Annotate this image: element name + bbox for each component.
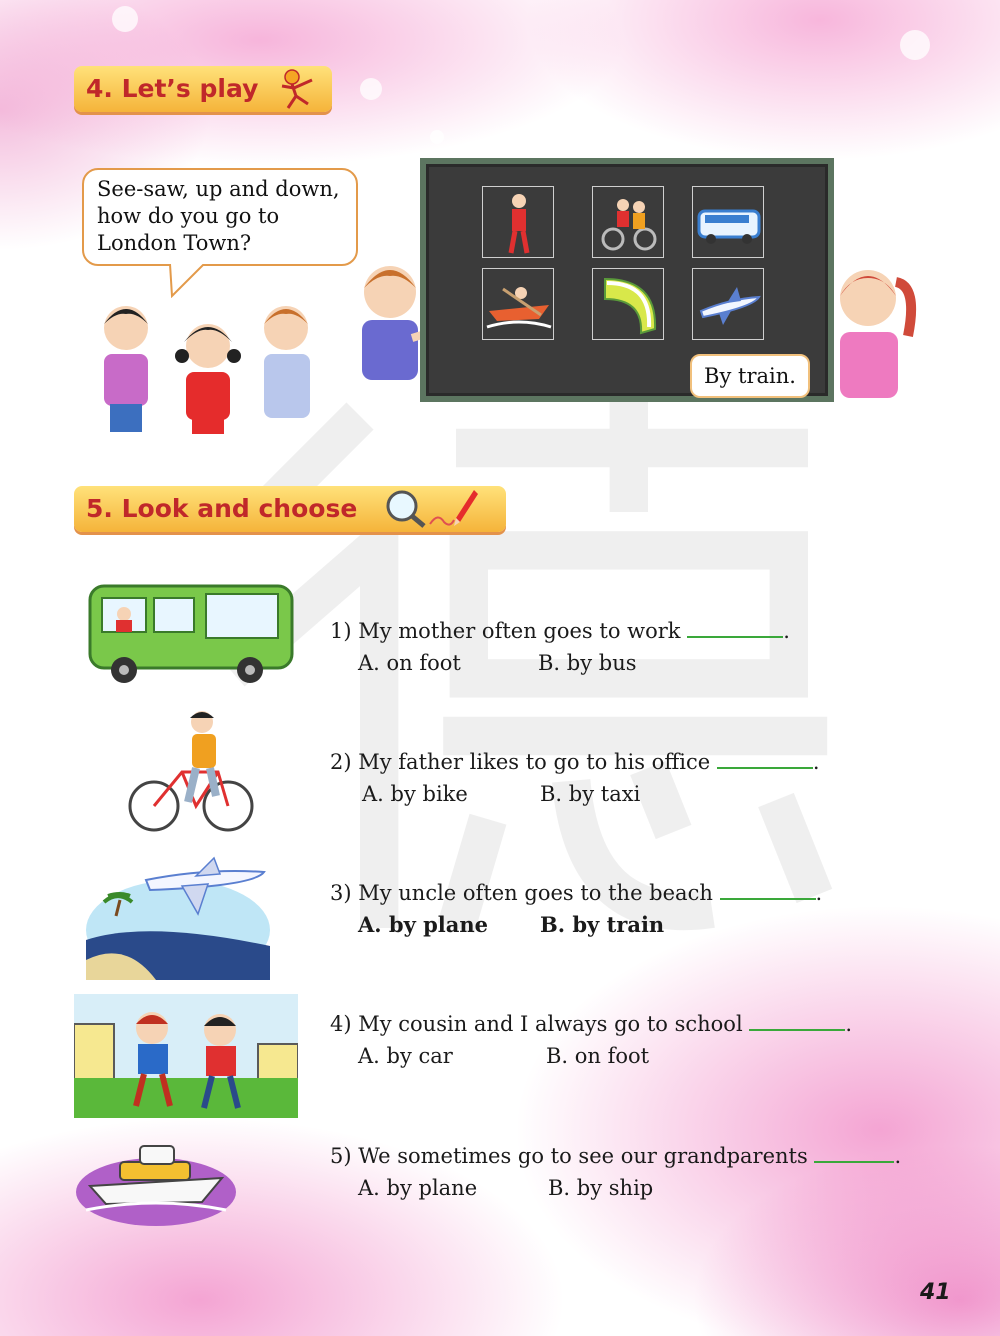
answer-bubble [690,354,810,398]
question-end: . [815,881,823,905]
answer-blank[interactable] [717,747,813,769]
walking-person-icon [483,187,555,259]
speech-line: London Town? [97,231,252,255]
option-b[interactable]: B. by taxi [540,782,641,806]
question-end: . [845,1012,853,1036]
page-number: 41 [920,1280,951,1305]
question-5 [330,1140,901,1204]
option-a[interactable]: A. by plane [358,1176,478,1200]
girl-red-shirt [175,324,241,434]
question-stem: 2) My father likes to go to his office [330,750,711,774]
rowing-boat-icon [483,269,555,341]
board-cell [692,268,764,340]
option-a[interactable]: A. by plane [358,912,489,937]
option-b[interactable]: B. by ship [548,1176,654,1200]
question-4 [330,1008,852,1072]
magnifier-pencil-icon [380,482,480,534]
question-1 [330,615,790,679]
boy-blue-shirt [264,306,310,418]
decor-dot [430,130,444,144]
decor-dot [112,6,138,32]
question-stem: 1) My mother often goes to work [330,619,681,643]
speech-line: See-saw, up and down, [97,177,340,201]
option-a[interactable]: A. on foot [358,651,461,675]
bus-icon [693,187,765,259]
section-5-title: 5. Look and choose [86,494,358,523]
option-a[interactable]: A. by car [358,1044,453,1068]
answer-blank[interactable] [720,878,816,900]
board-cell [482,186,554,258]
board-cell [592,186,664,258]
answer-blank[interactable] [814,1141,894,1163]
option-b[interactable]: B. by train [540,912,665,937]
bicycle-picture [126,706,258,836]
speech-bubble [82,168,358,266]
decor-dot [900,30,930,60]
question-2 [330,746,820,810]
section-4-title: 4. Let’s play [86,74,259,103]
question-stem: 5) We sometimes go to see our grandparents [330,1144,808,1168]
speech-line: how do you go to [97,204,280,228]
option-a[interactable]: A. by bike [362,782,468,806]
answer-blank[interactable] [749,1009,845,1031]
question-3 [330,877,822,941]
board-cell [692,186,764,258]
train-icon [593,269,665,341]
board-cell [592,268,664,340]
decor-dot [360,78,382,100]
ship-picture [76,1132,236,1226]
question-end: . [783,619,790,643]
bicycle-riders-icon [593,187,665,259]
stick-figure-icon [274,68,324,112]
answer-blank[interactable] [687,616,783,638]
option-b[interactable]: B. on foot [546,1044,650,1068]
walking-kids-picture [74,994,298,1118]
boy-purple-shirt [104,306,148,432]
section-4-header [74,66,332,112]
board-cell [482,268,554,340]
question-end: . [812,750,820,774]
question-stem: 3) My uncle often goes to the beach [330,881,713,905]
question-end: . [894,1144,902,1168]
option-b[interactable]: B. by bus [538,651,637,675]
speech-tail [168,264,208,298]
airplane-icon [693,269,765,341]
answer-text: By train. [704,364,796,388]
girl-pink-shirt [822,256,918,400]
bus-picture [86,580,298,686]
plane-beach-picture [86,850,270,980]
section-5-header [74,486,506,532]
question-stem: 4) My cousin and I always go to school [330,1012,743,1036]
children-group [96,298,332,438]
